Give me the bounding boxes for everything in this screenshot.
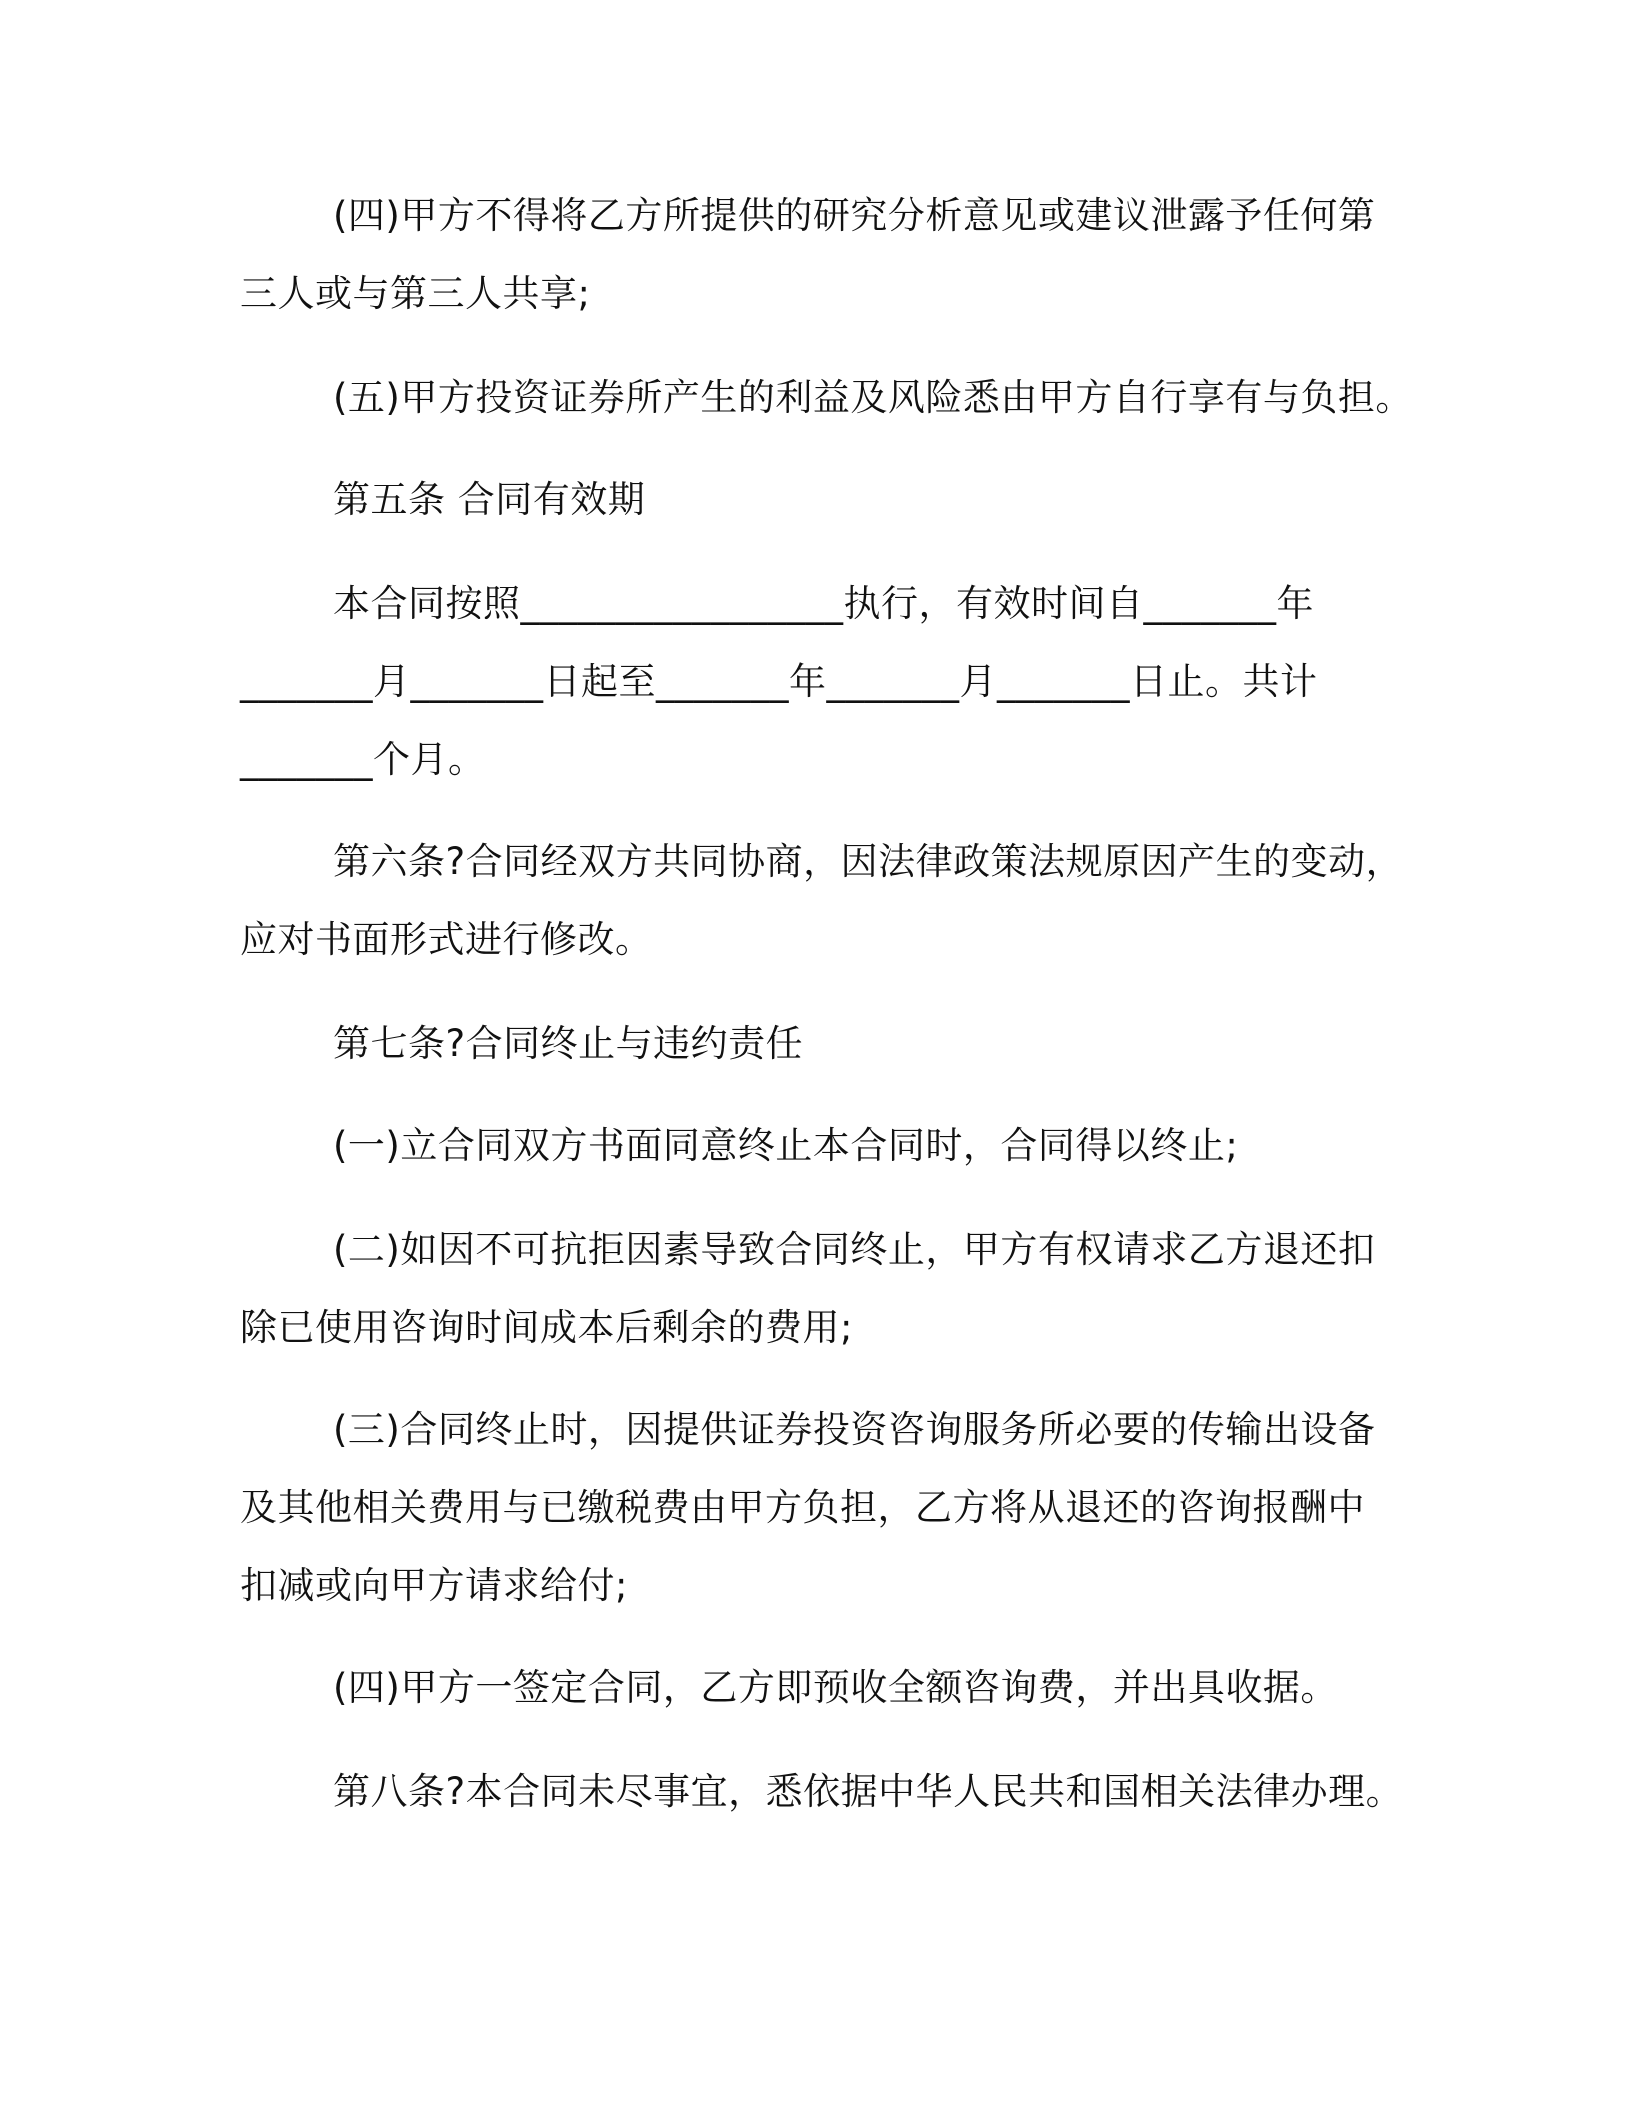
article-5-heading: 第五条 合同有效期 [333,478,646,521]
validity-line-3: _______个月。 [240,738,486,781]
termination-clause-3-line-2: 及其他相关费用与已缴税费由甲方负担，乙方将从退还的咨询报酬中 [240,1486,1365,1529]
termination-clause-4: (四)甲方一签定合同，乙方即预收全额咨询费，并出具收据。 [333,1666,1338,1709]
termination-clause-3-line-3: 扣减或向甲方请求给付; [240,1564,628,1607]
termination-clause-3-line-1: (三)合同终止时，因提供证券投资咨询服务所必要的传输出设备 [333,1408,1376,1451]
validity-line-1: 本合同按照_________________执行，有效时间自_______年 [333,582,1314,625]
clause-4-line-1: (四)甲方不得将乙方所提供的研究分析意见或建议泄露予任何第 [333,194,1376,237]
termination-clause-1: (一)立合同双方书面同意终止本合同时，合同得以终止; [333,1124,1239,1167]
clause-4-line-2: 三人或与第三人共享; [240,272,591,315]
article-6-line-2: 应对书面形式进行修改。 [240,918,653,961]
termination-clause-2-line-2: 除已使用咨询时间成本后剩余的费用; [240,1306,853,1349]
validity-line-2: _______月_______日起至_______年_______月_______日止。共计 [240,660,1318,703]
clause-5-text: (五)甲方投资证券所产生的利益及风险悉由甲方自行享有与负担。 [333,376,1413,419]
article-6-line-1: 第六条?合同经双方共同协商，因法律政策法规原因产生的变动， [333,840,1404,883]
article-8-text: 第八条?本合同未尽事宜，悉依据中华人民共和国相关法律办理。 [333,1770,1404,1813]
article-7-heading: 第七条?合同终止与违约责任 [333,1022,804,1065]
termination-clause-2-line-1: (二)如因不可抗拒因素导致合同终止，甲方有权请求乙方退还扣 [333,1228,1376,1271]
